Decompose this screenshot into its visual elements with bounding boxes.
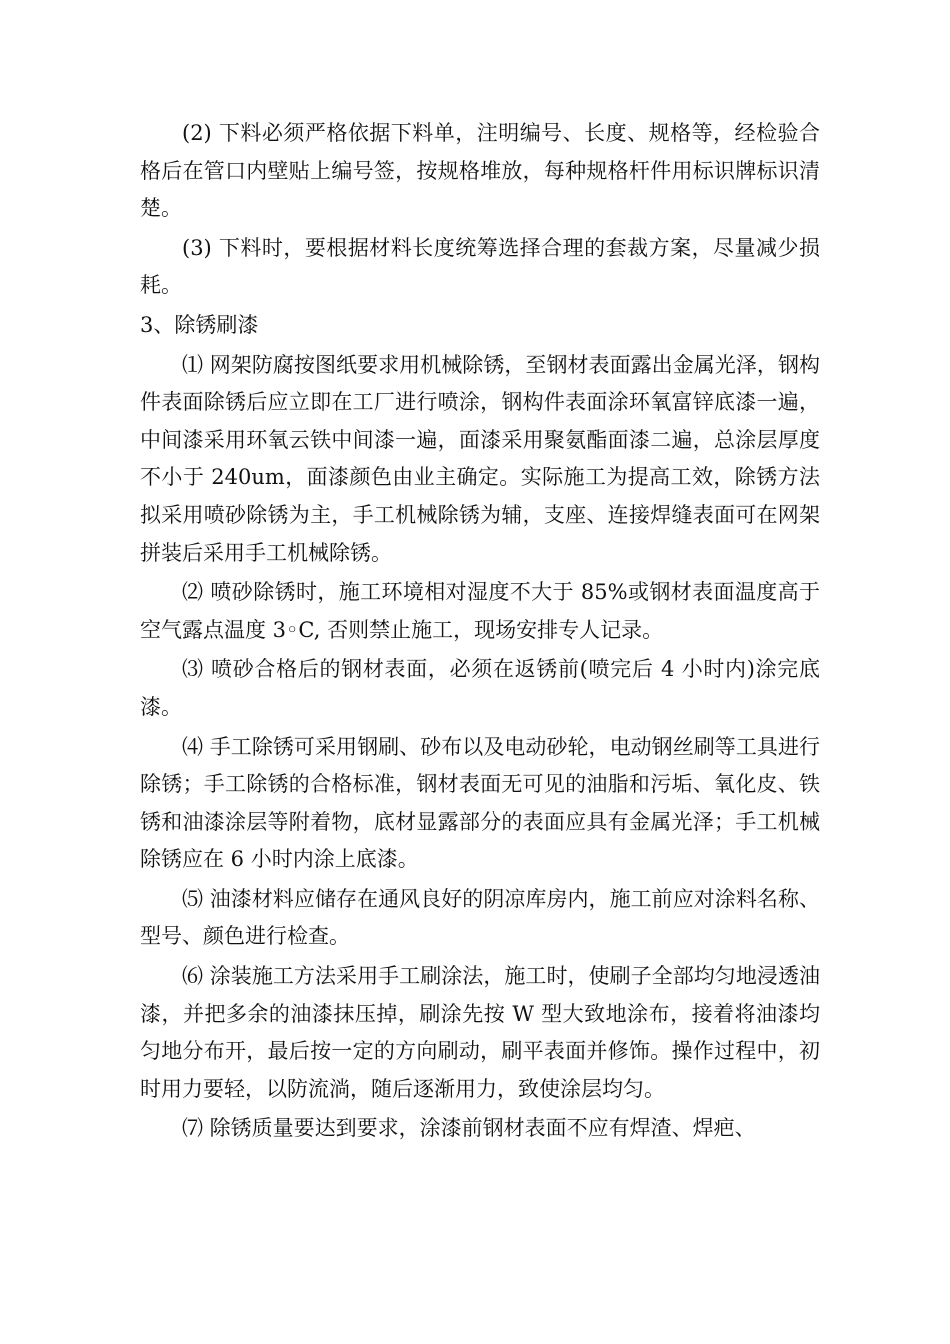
paragraph-cutting-list: (2) 下料必须严格依据下料单，注明编号、长度、规格等，经检验合格后在管口内壁贴上编号签，按规格堆放，每种规格杆件用标识牌标识清楚。	[140, 121, 820, 221]
section-heading-rust-removal: 3、除锈刷漆	[140, 312, 259, 337]
paragraph-item-5: ⑸ 油漆材料应储存在通风良好的阴凉库房内，施工前应对涂料名称、型号、颜色进行检查。	[140, 886, 820, 949]
paragraph-item-3: ⑶ 喷砂合格后的钢材表面，必须在返锈前(喷完后 4 小时内)涂完底漆。	[140, 657, 820, 719]
document-body	[140, 115, 820, 1150]
paragraph-item-6: ⑹ 涂装施工方法采用手工刷涂法，施工时，使刷子全部均匀地浸透油漆，并把多余的油漆抹压掉，刷涂先按 W 型大致地涂布，接着将油漆均匀地分布开，最后按一定的方向刷动，刷平表面并修饰。操作过程中，初时用力要轻，以防流淌，随后逐渐用力，致使涂层均匀。	[140, 964, 820, 1101]
paragraph-item-2: ⑵ 喷砂除锈时，施工环境相对湿度不大于 85%或钢材表面温度高于空气露点温度 3◦C, 否则禁止施工，现场安排专人记录。	[140, 580, 820, 642]
paragraph-item-1: ⑴ 网架防腐按图纸要求用机械除锈，至钢材表面露出金属光泽，钢构件表面除锈后应立即在工厂进行喷涂，钢构件表面涂环氧富锌底漆一遍，中间漆采用环氧云铁中间漆一遍，面漆采用聚氨酯面漆二遍，总涂层厚度不小于 240um，面漆颜色由业主确定。实际施工为提高工效，除锈方法拟采用喷砂除锈为主，手工机械除锈为辅，支座、连接焊缝表面可在网架拼装后采用手工机械除锈。	[140, 352, 820, 565]
paragraph-cutting-plan: (3) 下料时，要根据材料长度统筹选择合理的套裁方案，尽量减少损耗。	[140, 235, 820, 298]
paragraph-item-7: ⑺ 除锈质量要达到要求，涂漆前钢材表面不应有焊渣、焊疤、	[182, 1116, 756, 1141]
paragraph-item-4: ⑷ 手工除锈可采用钢刷、砂布以及电动砂轮，电动钢丝刷等工具进行除锈；手工除锈的合格标准，钢材表面无可见的油脂和污垢、氧化皮、铁锈和油漆涂层等附着物，底材显露部分的表面应具有金属光泽；手工机械除锈应在 6 小时内涂上底漆。	[140, 734, 820, 872]
